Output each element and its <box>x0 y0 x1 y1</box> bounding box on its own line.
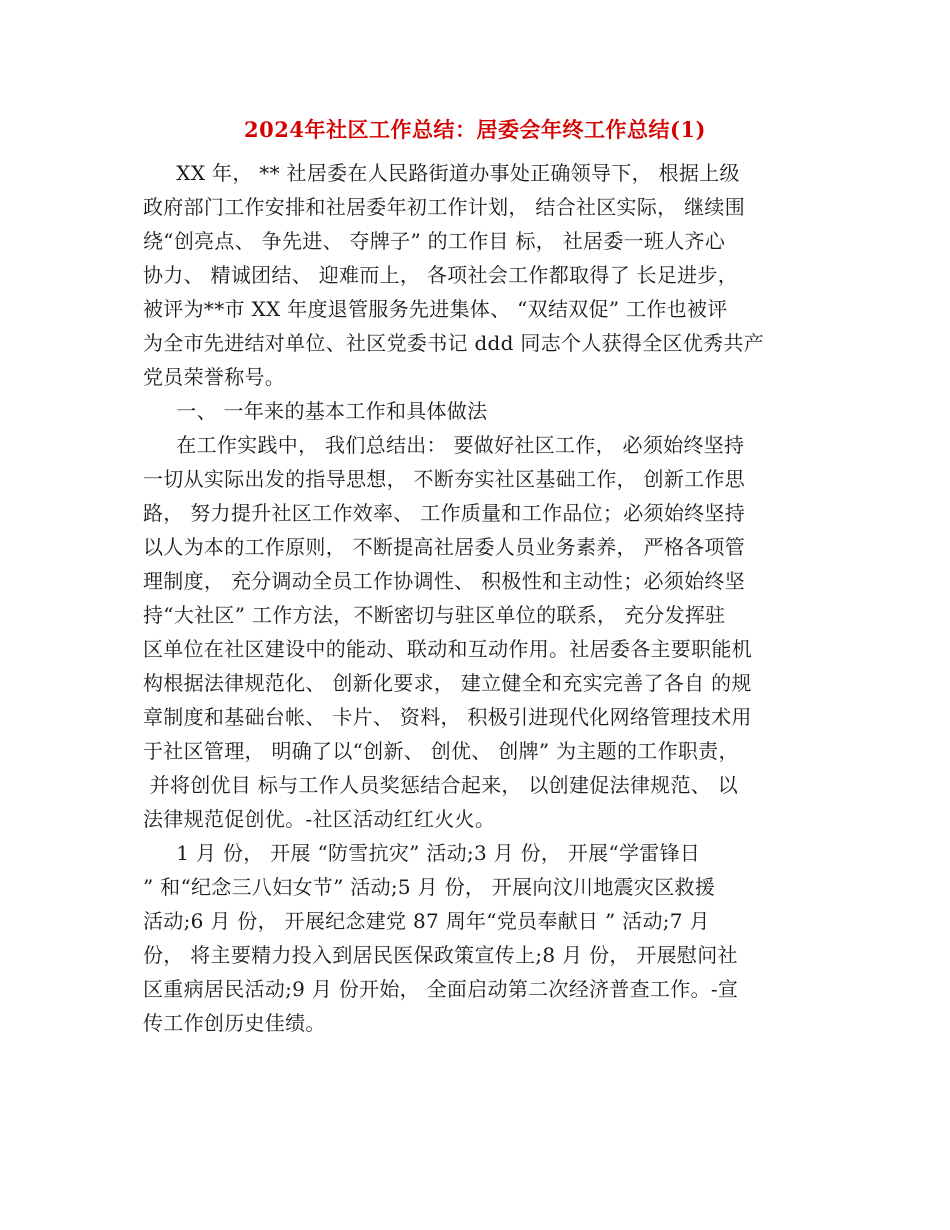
body-text-line: 协力、 精诚团结、 迎难而上， 各项社会工作都取得了 长足进步， <box>143 263 739 287</box>
body-text-line: 区重病居民活动;9 月 份开始， 全面启动第二次经济普查工作。-宣 <box>143 977 739 1001</box>
body-text-line: 一切从实际出发的指导思想， 不断夯实社区基础工作， 创新工作思 <box>143 467 746 491</box>
body-text-line: 章制度和基础台帐、 卡片、 资料， 积极引进现代化网络管理技术用 <box>143 705 752 729</box>
body-text-line: 于社区管理， 明确了以“创新、 创优、 创牌” 为主题的工作职责， <box>143 739 739 763</box>
document-title: 2024年社区工作总结：居委会年终工作总结(1) <box>244 117 706 142</box>
body-text-line: 一、 一年来的基本工作和具体做法 <box>143 399 488 423</box>
body-text-line: 路， 努力提升社区工作效率、 工作质量和工作品位；必须始终坚持 <box>143 501 746 525</box>
body-text-line: ” 和“纪念三八妇女节” 活动;5 月 份， 开展向汶川地震灾区救援 <box>143 875 716 899</box>
body-text-line: 以人为本的工作原则， 不断提高社居委人员业务素养， 严格各项管 <box>143 535 746 559</box>
body-text-line: 在工作实践中， 我们总结出： 要做好社区工作， 必须始终坚持 <box>143 433 745 457</box>
body-text-line: 份， 将主要精力投入到居民医保政策宣传上;8 月 份， 开展慰问社 <box>143 943 738 967</box>
body-text-line: 为全市先进结对单位、社区党委书记 ddd 同志个人获得全区优秀共产 <box>143 331 765 355</box>
body-text-line: 法律规范促创优。-社区活动红红火火。 <box>143 807 496 831</box>
body-text-line: 绕“创亮点、 争先进、 夺牌子” 的工作目 标， 社居委一班人齐心 <box>143 229 726 253</box>
body-text-line: 构根据法律规范化、 创新化要求， 建立健全和充实完善了各自 的规 <box>143 671 752 695</box>
body-text-line: 理制度， 充分调动全员工作协调性、 积极性和主动性；必须始终坚 <box>143 569 746 593</box>
body-text-line: 党员荣誉称号。 <box>143 365 286 389</box>
body-text-line: 活动;6 月 份， 开展纪念建党 87 周年“党员奉献日 ” 活动;7 月 <box>143 909 710 933</box>
body-text-line: 区单位在社区建设中的能动、联动和互动作用。社居委各主要职能机 <box>143 637 752 661</box>
body-text-line: 并将创优目 标与工作人员奖惩结合起来， 以创建促法律规范、 以 <box>143 773 739 797</box>
document-body <box>143 156 813 1040</box>
body-text-line: 被评为**市 XX 年度退管服务先进集体、 “双结双促” 工作也被评 <box>143 297 728 321</box>
body-text-line: 传工作创历史佳绩。 <box>143 1011 326 1035</box>
body-text-line: XX 年， ** 社居委在人民路街道办事处正确领导下， 根据上级 <box>143 161 740 185</box>
body-text-line: 持“大社区” 工作方法，不断密切与驻区单位的联系， 充分发挥驻 <box>143 603 726 627</box>
body-text-line: 政府部门工作安排和社居委年初工作计划， 结合社区实际， 继续围 <box>143 195 746 219</box>
body-text-line: 1 月 份， 开展 “防雪抗灾” 活动;3 月 份， 开展“学雷锋日 <box>143 841 701 865</box>
